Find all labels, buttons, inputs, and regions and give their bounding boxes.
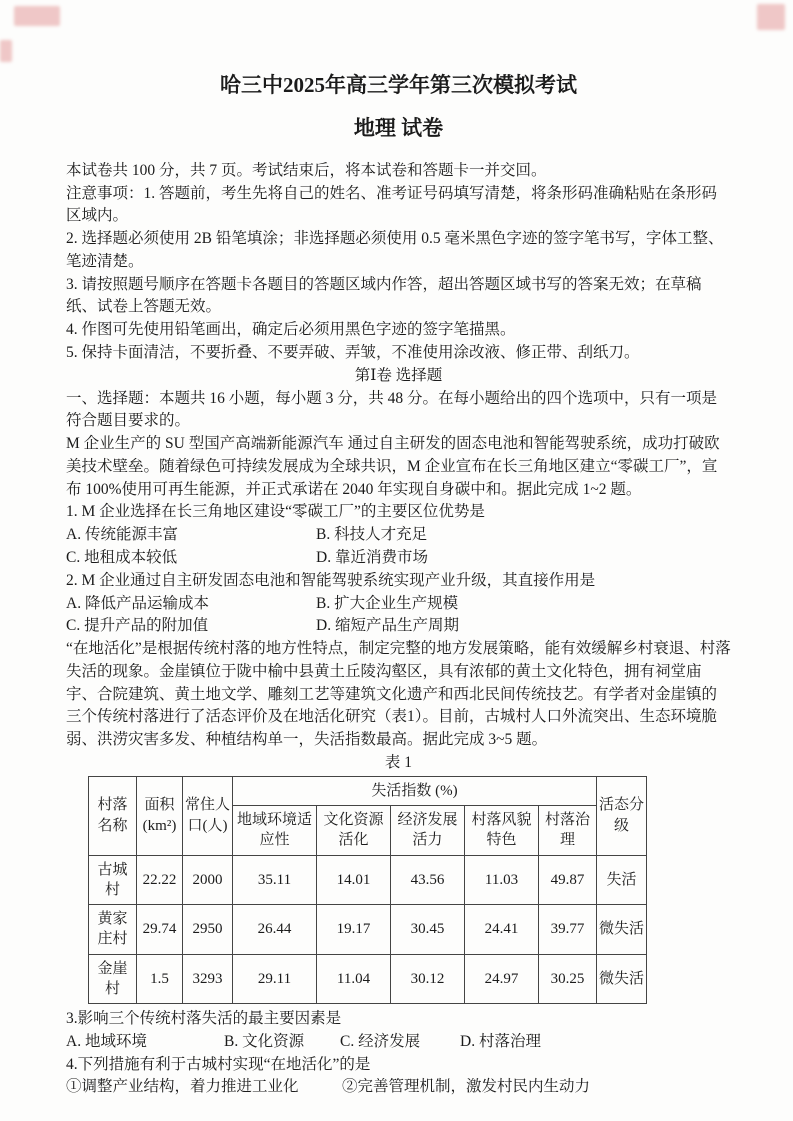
table-1-header-environment: 地域环境适应性: [233, 806, 317, 856]
table-cell: 24.97: [465, 954, 539, 1004]
table-row-huangjiazhuang: [89, 905, 647, 955]
question-2-stem: 2. M 企业通过自主研发固态电池和智能驾驶系统实现产业升级，其直接作用是: [66, 571, 596, 589]
exam-title: 哈三中2025年高三学年第三次模拟考试: [220, 73, 577, 97]
table-1-header-governance: 村落治理: [539, 806, 597, 856]
question-4-statement-1: ①调整产业结构，着力推进工业化: [66, 1078, 299, 1096]
table-cell: 30.45: [391, 905, 465, 955]
red-watermark-top-left: [14, 6, 60, 26]
notice-item-5: 5. 保持卡面清洁，不要折叠、不要弄破、弄皱，不准使用涂改液、修正带、刮纸刀。: [66, 343, 640, 361]
red-watermark-top-right: [757, 4, 785, 30]
notice-item-3: 3. 请按照题号顺序在答题卡各题目的答题区域内作答，超出答题区域书写的答案无效；在草稿纸、试卷上答题无效。: [66, 275, 702, 316]
question-2-option-a: A. 降低产品运输成本: [66, 594, 209, 612]
table-cell: 26.44: [233, 905, 317, 955]
question-1-option-a: A. 传统能源丰富: [66, 526, 178, 544]
table-1-header-culture: 文化资源活化: [317, 806, 391, 856]
red-watermark-left-edge: [0, 40, 12, 62]
question-2-option-c: C. 提升产品的附加值: [66, 617, 209, 635]
table-cell: 古城村: [89, 855, 137, 905]
table-1-header-economy: 经济发展活力: [391, 806, 465, 856]
table-cell: 30.25: [539, 954, 597, 1004]
passage-2: “在地活化”是根据传统村落的地方性特点，制定完整的地方发展策略，能有效缓解乡村衰退、村落失活的现象。金崖镇位于陇中榆中县黄土丘陵沟壑区，具有浓郁的黄土文化特色，拥有祠堂庙宇、合院建筑、黄土地文学、雕刻工艺等建筑文化遗产和西北民间传统技艺。有学者对金崖镇的三个传统村落进行了活态评价及在地活化研究（表1）。目前，古城村人口外流突出、生态环境脆弱、洪涝灾害多发、种植结构单一，失活指数最高。据此完成 3~5 题。: [66, 640, 731, 749]
table-1: [88, 776, 647, 1004]
question-3-option-a: A. 地域环境: [66, 1032, 147, 1050]
table-cell: 43.56: [391, 855, 465, 905]
question-2-option-b: B. 扩大企业生产规模: [316, 594, 459, 612]
table-cell: 微失活: [597, 954, 647, 1004]
table-row-jinya: [89, 954, 647, 1004]
section-instructions: 一、选择题：本题共 16 小题，每小题 3 分，共 48 分。在每小题给出的四个选项中，只有一项是符合题目要求的。: [66, 389, 718, 430]
table-1-header-population: 常住人口(人): [183, 776, 233, 855]
table-cell: 29.11: [233, 954, 317, 1004]
table-cell: 微失活: [597, 905, 647, 955]
table-cell: 失活: [597, 855, 647, 905]
notice-item-4: 4. 作图可先使用铅笔画出，确定后必须用黑色字迹的签字笔描黑。: [66, 321, 516, 339]
table-cell: 22.22: [137, 855, 183, 905]
table-cell: 49.87: [539, 855, 597, 905]
question-1-options: [66, 524, 731, 570]
question-3-option-b: B. 文化资源: [224, 1032, 305, 1050]
question-1-option-c: C. 地租成本较低: [66, 549, 178, 566]
question-3: [66, 1008, 731, 1054]
question-4: [66, 1054, 731, 1100]
table-cell: 11.03: [465, 855, 539, 905]
table-cell: 黄家庄村: [89, 905, 137, 955]
table-cell: 1.5: [137, 954, 183, 1004]
question-3-option-d: D. 村落治理: [460, 1032, 541, 1050]
table-cell: 30.12: [391, 954, 465, 1004]
question-1-option-d: D. 靠近消费市场: [316, 549, 428, 566]
table-cell: 35.11: [233, 855, 317, 905]
question-4-statements: [66, 1076, 731, 1099]
table-1-header-area: 面积 (km²): [137, 776, 183, 855]
question-2-options: [66, 593, 731, 639]
table-1-header-appearance: 村落风貌特色: [465, 806, 539, 856]
question-2-option-d: D. 缩短产品生产周期: [316, 617, 459, 635]
table-cell: 24.41: [465, 905, 539, 955]
table-cell: 2000: [183, 855, 233, 905]
question-1-option-b: B. 科技人才充足: [316, 526, 428, 544]
notice-item-1: 注意事项：1. 答题前，考生先将自己的姓名、准考证号码填写清楚，将条形码准确粘贴在条形码区域内。: [66, 184, 718, 225]
table-cell: 29.74: [137, 905, 183, 955]
table-1-header-inactivation-index: 失活指数 (%): [233, 776, 597, 805]
question-3-stem: 3.影响三个传统村落失活的最主要因素是: [66, 1010, 342, 1028]
exam-info-line: 本试卷共 100 分，共 7 页。考试结束后，将本试卷和答题卡一并交回。: [66, 161, 547, 179]
part1-heading: 第Ⅰ卷 选择题: [354, 366, 443, 384]
question-3-option-c: C. 经济发展: [340, 1032, 421, 1050]
table-1-header-row-1: [89, 776, 647, 805]
table-cell: 金崖村: [89, 954, 137, 1004]
table-cell: 2950: [183, 905, 233, 955]
notice-item-2: 2. 选择题必须使用 2B 铅笔填涂；非选择题必须使用 0.5 毫米黑色字迹的签字笔书写，字体工整、笔迹清楚。: [66, 230, 724, 270]
exam-subject-title: 地理 试卷: [353, 115, 444, 140]
table-1-header-village: 村落名称: [89, 776, 137, 855]
question-3-options: [66, 1031, 731, 1054]
table-cell: 14.01: [317, 855, 391, 905]
table-1-caption: 表 1: [384, 754, 413, 772]
table-cell: 11.04: [317, 954, 391, 1004]
question-4-statement-2: ②完善管理机制，激发村民内生动力: [342, 1078, 591, 1096]
question-1-stem: 1. M 企业选择在长三角地区建设“零碳工厂”的主要区位优势是: [66, 503, 485, 521]
table-row-gucheng: [89, 855, 647, 905]
table-cell: 3293: [183, 954, 233, 1004]
table-1-header-grade: 活态分级: [597, 776, 647, 855]
table-cell: 19.17: [317, 905, 391, 955]
question-4-stem: 4.下列措施有利于古城村实现“在地活化”的是: [66, 1055, 371, 1073]
passage-1: M 企业生产的 SU 型国产高端新能源汽车 通过自主研发的固态电池和智能驾驶系统，成功打破欧美技术壁垒。随着绿色可持续发展成为全球共识，M 企业宣布在长三角地区建立“零碳工厂”，宣布 100%使用可再生能源，并正式承诺在 2040 年实现自身碳中和。据此完成 1~2 题。: [66, 435, 720, 498]
table-cell: 39.77: [539, 905, 597, 955]
question-1: [66, 501, 731, 569]
question-2: [66, 570, 731, 638]
